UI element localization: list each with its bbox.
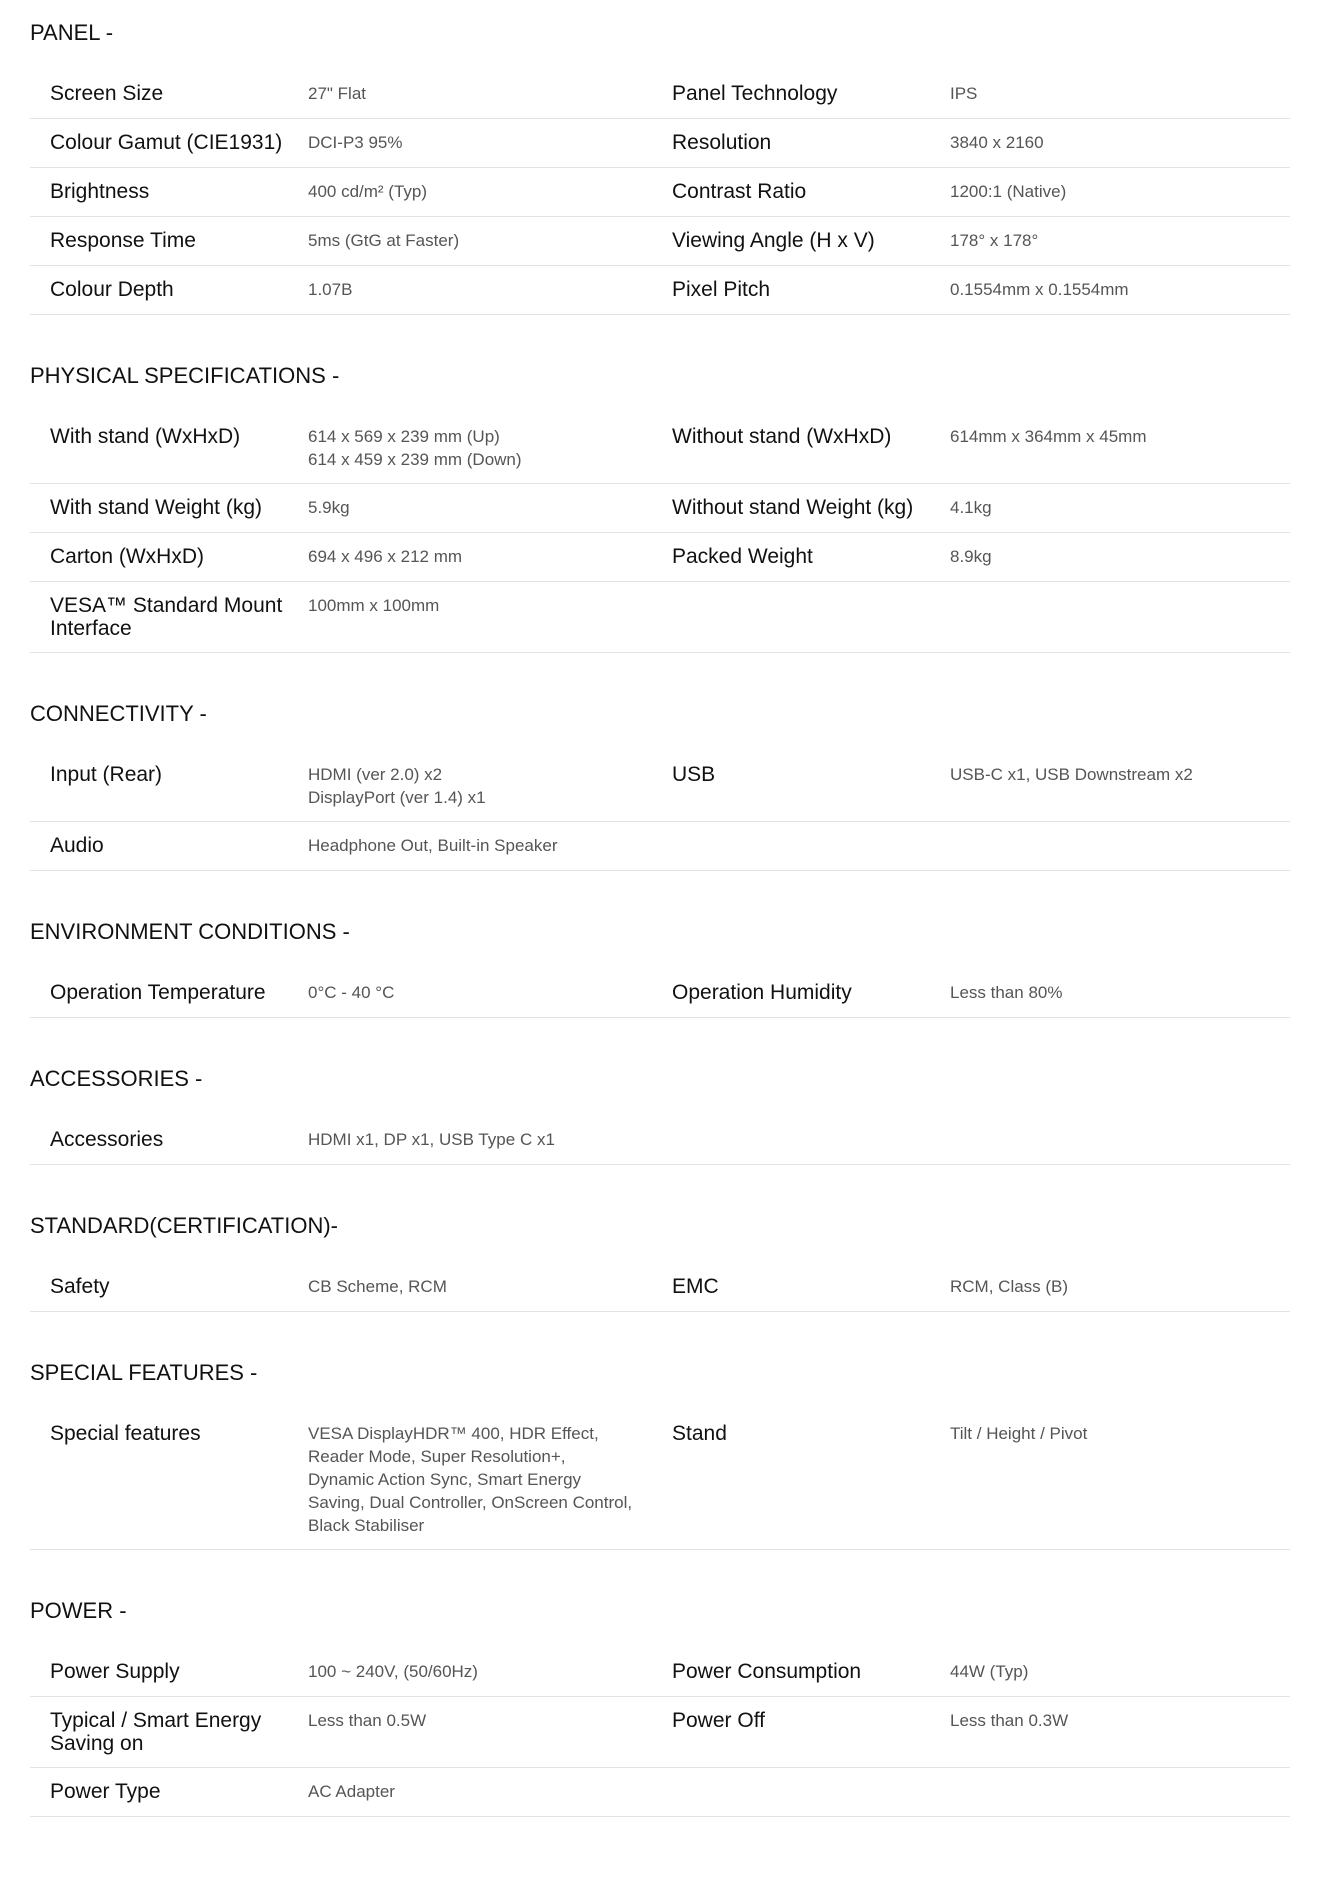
spec-section [30,699,1290,871]
spec-value: 100 ~ 240V, (50/60Hz) [308,1662,478,1681]
spec-label: Operation Temperature [50,981,266,1004]
spec-row [30,217,1290,266]
spec-label [672,834,950,858]
spec-label: Without stand (WxHxD) [672,425,892,448]
spec-label: Without stand Weight (kg) [672,496,914,519]
spec-value [950,1780,1290,1804]
spec-value: 0.1554mm x 0.1554mm [950,280,1129,299]
spec-section [30,361,1290,653]
spec-value: 44W (Typ) [950,1662,1029,1681]
spec-row [30,119,1290,168]
spec-value: Less than 0.5W [308,1711,427,1730]
spec-row [30,582,1290,653]
spec-label: Colour Depth [50,278,174,301]
section-title: STANDARD(CERTIFICATION)- [30,1213,338,1238]
spec-value: 4.1kg [950,498,992,517]
spec-row [30,1410,1290,1550]
spec-label: Resolution [672,131,772,154]
spec-row [30,1263,1290,1312]
spec-value: RCM, Class (B) [950,1277,1069,1296]
spec-label: Special features [50,1422,201,1445]
spec-row [30,1697,1290,1768]
spec-value: 400 cd/m² (Typ) [308,182,428,201]
spec-label: Power Supply [50,1660,180,1683]
spec-value: AC Adapter [308,1782,395,1801]
spec-section [30,18,1290,315]
spec-value: 5ms (GtG at Faster) [308,231,460,250]
spec-label: Panel Technology [672,82,838,105]
spec-value [950,594,1290,640]
spec-label: Power Consumption [672,1660,862,1683]
spec-value: USB-C x1, USB Downstream x2 [950,765,1193,784]
spec-label: Screen Size [50,82,164,105]
spec-row [30,1768,1290,1817]
spec-label: Input (Rear) [50,763,163,786]
spec-label: Accessories [50,1128,164,1151]
spec-value: 1200:1 (Native) [950,182,1067,201]
spec-value: Less than 80% [950,983,1063,1002]
spec-label: Power Type [50,1780,161,1803]
spec-label [672,594,950,640]
spec-row [30,484,1290,533]
spec-value: 100mm x 100mm [308,596,440,615]
spec-value: 5.9kg [308,498,350,517]
spec-value: 8.9kg [950,547,992,566]
spec-row [30,266,1290,315]
section-title: SPECIAL FEATURES - [30,1360,258,1385]
spec-value: 0°C - 40 °C [308,983,395,1002]
spec-label: Typical / Smart Energy Saving on [50,1709,262,1755]
spec-value: Headphone Out, Built-in Speaker [308,836,558,855]
spec-label: Packed Weight [672,545,813,568]
spec-row [30,1116,1290,1165]
spec-value: 3840 x 2160 [950,133,1044,152]
spec-section [30,1596,1290,1817]
spec-label: With stand Weight (kg) [50,496,263,519]
spec-value: Tilt / Height / Pivot [950,1424,1088,1443]
spec-label: Response Time [50,229,196,252]
spec-label: With stand (WxHxD) [50,425,241,448]
spec-value: 178° x 178° [950,231,1039,250]
spec-label: Audio [50,834,104,857]
spec-section [30,1211,1290,1312]
spec-label: USB [672,763,716,786]
spec-value [950,834,1290,858]
spec-row [30,533,1290,582]
spec-label: Contrast Ratio [672,180,807,203]
spec-value: Less than 0.3W [950,1711,1069,1730]
spec-value: 614mm x 364mm x 45mm [950,427,1147,446]
spec-label [672,1128,950,1152]
spec-row [30,413,1290,484]
spec-section [30,1358,1290,1550]
spec-value: 614 x 569 x 239 mm (Up) 614 x 459 x 239 mm (Down) [308,427,522,469]
spec-row [30,168,1290,217]
section-title: ENVIRONMENT CONDITIONS - [30,919,350,944]
spec-section [30,1064,1290,1165]
spec-value: VESA DisplayHDR™ 400, HDR Effect, Reader Mode, Super Resolution+, Dynamic Action Sync, Smart Energy Saving, Dual Controller, OnScreen Control, Black Stabiliser [308,1424,633,1535]
spec-value: DCI-P3 95% [308,133,403,152]
spec-row [30,70,1290,119]
spec-value: IPS [950,84,978,103]
section-title: PANEL - [30,20,114,45]
spec-value: HDMI x1, DP x1, USB Type C x1 [308,1130,555,1149]
spec-label: Stand [672,1422,727,1445]
spec-label: Colour Gamut (CIE1931) [50,131,283,154]
spec-label [672,1780,950,1804]
spec-value: HDMI (ver 2.0) x2 DisplayPort (ver 1.4) x1 [308,765,486,807]
spec-value: 27" Flat [308,84,367,103]
section-title: POWER - [30,1598,127,1623]
section-title: CONNECTIVITY - [30,701,207,726]
spec-value: 1.07B [308,280,353,299]
section-title: ACCESSORIES - [30,1066,203,1091]
spec-label: Pixel Pitch [672,278,771,301]
spec-row [30,751,1290,822]
spec-value: CB Scheme, RCM [308,1277,447,1296]
spec-row [30,969,1290,1018]
spec-label: Viewing Angle (H x V) [672,229,875,252]
spec-label: Carton (WxHxD) [50,545,205,568]
spec-section [30,917,1290,1018]
spec-row [30,822,1290,871]
spec-row [30,1648,1290,1697]
spec-label: Power Off [672,1709,765,1732]
spec-label: Safety [50,1275,110,1298]
spec-label: Operation Humidity [672,981,852,1004]
section-title: PHYSICAL SPECIFICATIONS - [30,363,340,388]
spec-value [950,1128,1290,1152]
spec-label: VESA™ Standard Mount Interface [50,594,283,640]
spec-label: EMC [672,1275,719,1298]
spec-label: Brightness [50,180,150,203]
spec-value: 694 x 496 x 212 mm [308,547,463,566]
